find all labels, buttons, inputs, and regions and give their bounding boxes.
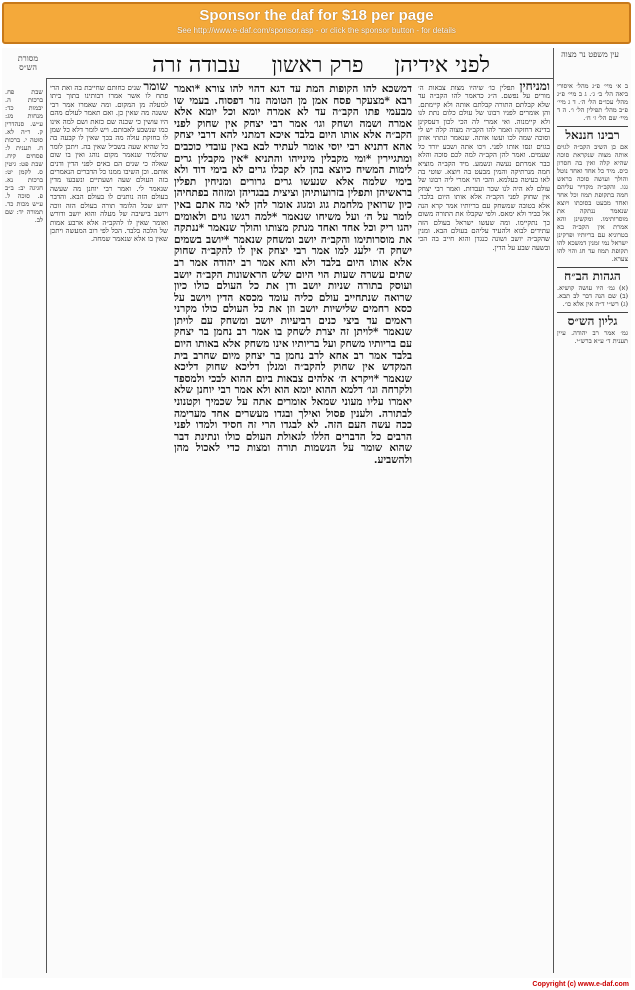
copyright-notice: Copyright (c) www.e-daf.com	[532, 981, 629, 988]
tosafot-dibbur-hamatchil: שומר	[143, 82, 168, 93]
margin-divider-2	[557, 267, 628, 268]
hagahot-habach-text: (א) גמ׳ היו עושה קושיא. (ב) שם הנה דבר לב תבא. (ג) רש״י ד״ה אין אלא כו׳.	[557, 284, 628, 308]
sponsor-subtitle[interactable]: See http://www.e-daf.com/sponsor.asp - or click the sponsor button - for details	[177, 26, 456, 35]
left-margin-masoret	[5, 88, 43, 968]
margin-divider-3	[557, 312, 628, 313]
ein-mishpat-label: עין משפט נר מצוה	[561, 50, 619, 59]
sponsor-title[interactable]: Sponsor the daf for $18 per page	[199, 7, 434, 24]
rashi-text: תפלין כו׳ שיהיו מצות צבאות ה׳ מורים על נפשם. ה״ג כדאמר להו הקב״ה עד שלא קבלתם התורה קבלתם אותה ולא קיימתם. והן אומרים לפניו רבונו של עולם כלום נתת לנו ולא קיימנוה. ואי אמרי לה הכי לכון דעסקינן בדינא דחזקה ואמר להו הקב״ה מצוה קלה יש לי וסוכה שמה לכו ועשו אותה. שנאמר ונתתי אותן בגוים ונסו אותו לפני. ויכו אתה ושבע יורד כל שעמים. ואמר להן הקב״ה למה לכם סוכה והלא כבר אמרתם נעשה ונשמע. מיד הקב״ה מוציא חמה מנרתיקה והמין מבעט בה ויוצא. שוטי בה לאו בעיטה בעלמא. והכי הוי אמרי ליה רבונו של עולם לא היה לנו שכר ועבדות. ואמר רבי יצחק אין שחוק לפני הקב״ה אלא אותו היום בלבד. אלא בטובה שמשחק עם בריותיו אמר קרא הנה אל כביר ולא ימאס. ולפי שקבלו את התורה משום כך נתקיימו. ומה שעשו ישראל בעולם הזה עתידים לבוא ולהעיד עליהם בעולם הבא. ומנין שהקב״ה יושב ושונה כנגדן והוא חייב בה הכי ובשעה שבע על הדין.	[418, 84, 550, 252]
tosafot-column	[50, 82, 168, 967]
rabbenu-chananel-text: אם כן השיב הקב״ה לגוים אותה מצוה שנקראת סוכה שהיא קלה ואין בה חסרון כיס. מיד כל אחד ואחד נוטל והולך ועושה סוכה בראש גגו. והקב״ה מקדיר עליהם חמה בתקופת תמוז וכל אחד ואחד מבעט בסוכתו ויוצא שנאמר ננתקה את מוסרותימו. ומקשינן והא אמרת אין הקב״ה בא בטרוניא עם בריותיו ופרקינן ישראל נמי זמנין דמשכא להו תקופת תמוז עד חג והוי להו צערא.	[557, 143, 628, 263]
gilyon-hashas-text: גמ׳ אמר רב יהודה. עיין תענית ד׳ ע״א ברש״י.	[557, 329, 628, 345]
margin-divider-1	[557, 126, 628, 127]
masoret-hashas-label: מסורת הש״ס	[17, 54, 39, 72]
tractate-title: עבודה זרה	[152, 53, 241, 78]
talmud-page	[2, 48, 631, 978]
gemara-text: דמשכא להו הקופות המת עד דגא דהוי להו צורא *ואמר רבא *מצעקר פסח אמן מן הטומה נזר דפסוח. בעמי שו מבעמי פתו הקב״ה עד לא אמרה יומא וכל יומא אלא אמרה ושמה ושחק וגו׳ אמר רבי יצחק אין שחוק לפני הקב״ה אלא אותו היום בלבד איכא דמתני להא דרבי יצחק אהא דתניא רבי יוסי אומר לעתיד לבא באין עובדי כוכבים ומתגיירין *ומי מקבלין מינייהו והתניא *אין מקבלין גרים לימות המשיח כיוצא בהן לא קבלו גרים לא בימי דוד ולא בימי שלמה אלא שנעשו גרים גרורים ומניחין תפלין בראשיהן ותפלין בזרועותיהן וציצית בבגדיהן ומזוזה בפתחיהן כיון שרואין מלחמת גוג ומגוג אומר להן לאי מה אתם באין לומר על ה׳ ועל משיחו שנאמר *למה רגשו גוים ולאומים יהגו ריק וכל אחד ואחד מנתק מצותו והולך שנאמר *ננתקה את מוסרותימו והקב״ה יושב ומשחק שנאמר *יושב בשמים ישחק ה׳ ילעג למו אמר רבי יצחק אין לו להקב״ה שחוק אלא אותו היום בלבד ולא והא אמר רב יהודה אמר רב שתים עשרה שעות הוי היום שלש הראשונות הקב״ה יושב ועוסק בתורה שניות יושב ודן את כל העולם כולו כיון שרואה שנתחייב עולם כליה עומד מכסא הדין ויושב על כסא רחמים שלישיות יושב וזן את כל העולם כולו מקרני ראמים עד ביצי כנים רביעיות יושב ומשחק עם לויתן שנאמר *לויתן זה יצרת לשחק בו אמר רב נחמן בר יצחק עם בריותיו משחק ועל בריותיו אינו משחק אלא באותו היום בלבד אמר רב אחא לרב נחמן בר יצחק מיום שחרב בית המקדש אין שחוק להקב״ה ומנלן דליכא שחוק דליכא שנאמר *ויקרא ה׳ אלהים צבאות ביום ההוא לבכי ולמספד ולקרחה וגו׳ דלמא ההוא יומא הוא ולא אמר רבי יוחנן שלא יאמרו עליו מעוני שמאל אומרים אתה על שכמיך וקטנוני לבתורה. ולענין פסול ואילך ובגדו מעשרים אחד מערימה ככה עשה העם הזה. לא לבגדו הרי זה חסיד ולמדו לפני הרבים כל הדברים הללו לגאולת העולם כולו ונתינת דבר שהוא שומר על הנשמות תורה ומצות כדי לאכול מהן ולהשביע.	[174, 84, 412, 466]
right-margin-commentaries	[557, 82, 628, 972]
rabbenu-chananel-title: רבינו חננאל	[565, 128, 620, 142]
right-margin-divider	[553, 48, 554, 973]
tosafot-text: שנים כחותם שחייבת בה ואת הרי פתח לו אשר אמרו רבותינו בתוך ביתו למעלה מן המקום. ומה שאמרו אמר רבי ששנה מה שאין כן. ואם תאמר לעולם מהם היו עושין כי שכנה שם כזאת ושם למה אינו כמו שנשבע לאבותם. ויש לומר דלא כל שמן לו בחזקת עולה מה בכך שאין לו קבעה בה כל שהיא שעה בשביל שאין בה. ויתכן לומר שתלמיד שנאמר מקום נוהג ואין בו שום שאלה כי שנים הם באים לפני הדין ודנים אותם. וכן השיבו ממנו כל הדברים הנאמרים בזה העולם שעה ושעתיים ונשבעו מדין שנאמר לי. ואמר רבי יוחנן מה שעשה בעולם הזה נותנים לו בעולם הבא. והדבר ידוע שכל הלומד תורה בעולם הזה זוכה ויושב בישיבה של מעלה והוא יושב ודורש ואומר שאין לו להקב״ה אלא ארבע אמות של הלכה בלבד. הכל לפי רוב המעשה ויתכן שאין בו אלא שנאמר שמחה.	[50, 84, 168, 244]
masoret-hashas-text: שבת פח. ברכות ה. יבמות כד: מנחות מג: ע״ש. סנהדרין ק. ר״ה לא. סוטה י. ברכות ח. תענית ל: פסחים קיח. שבת פט: גיטין ס. לקמן יט: ברכות נא. חגיגה יב: ב״ב פ. סוכה ל. ע״ש מכות כד. תמורה יד: שם לב.	[5, 88, 43, 224]
left-margin-divider	[46, 78, 47, 973]
rashi-column	[418, 82, 550, 932]
rashi-dibbur-hamatchil: ומניחין	[519, 82, 550, 93]
hagahot-habach-title: הגהות הב״ח	[564, 269, 621, 283]
chapter-title-2: פרק ראשון	[271, 53, 364, 78]
ein-mishpat-text: ב א׳ מיי׳ פ״ג מהל׳ איסורי ביאה הל׳ ב׳ ג׳. ג ב מיי׳ פ״ג מהל׳ עכו״ם הל׳ ה׳. ד ג מיי׳ פ״ב מהל׳ תפילין הל׳ ו׳. ה ד מיי׳ שם הל׳ ז׳ ח׳.	[557, 82, 628, 122]
gemara-main-text	[174, 84, 412, 969]
sponsor-banner[interactable]	[2, 2, 631, 44]
chapter-title-1: לפני אידיהן	[394, 53, 490, 78]
page-header	[91, 52, 551, 78]
gilyon-hashas-title: גליון הש״ס	[567, 314, 618, 328]
header-divider	[46, 78, 553, 79]
